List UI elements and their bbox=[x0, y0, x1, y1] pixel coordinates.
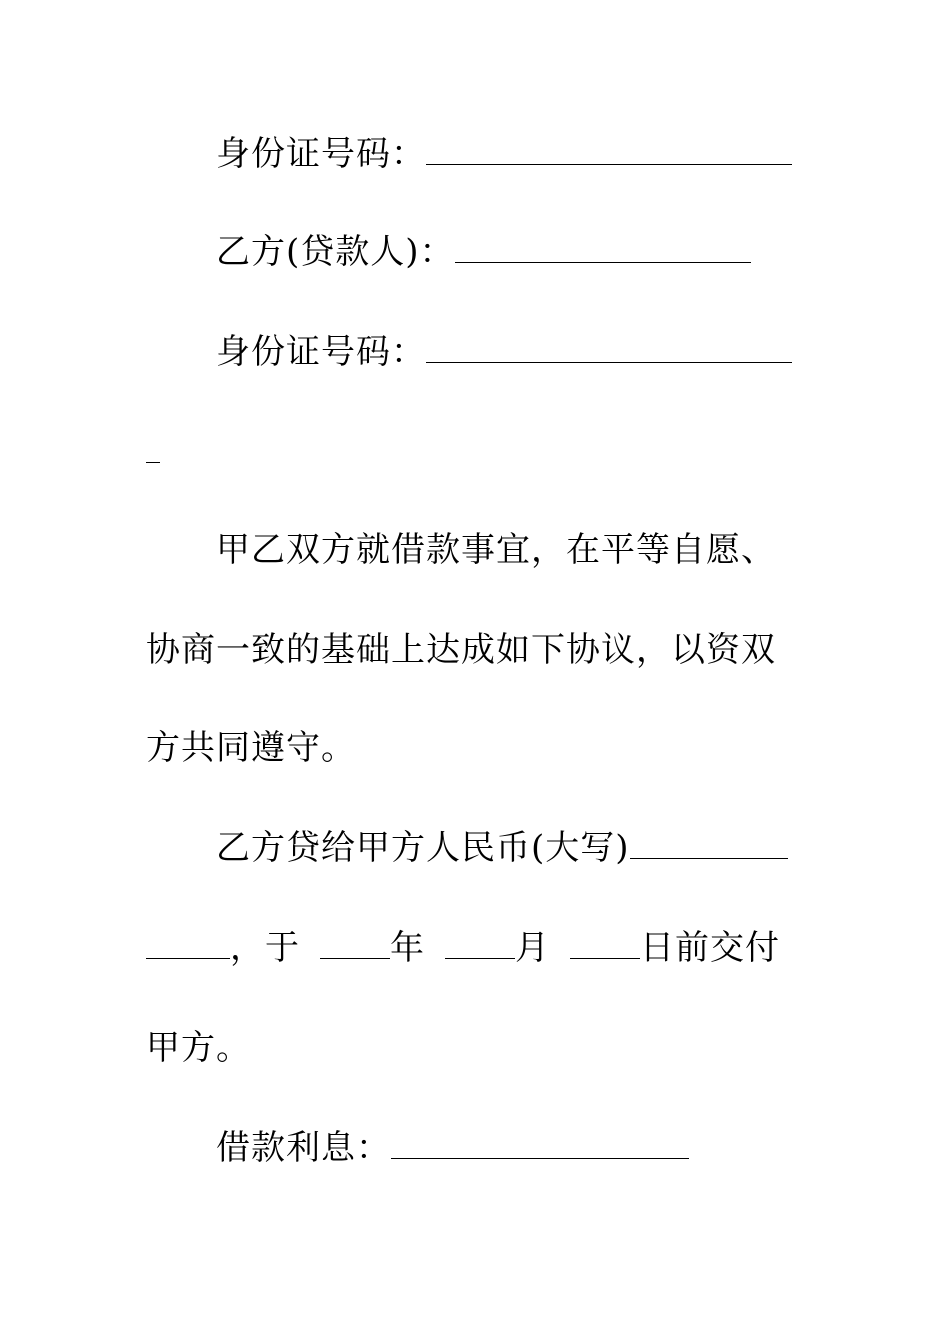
agreement-intro-line-3: 方共同遵守。 bbox=[146, 728, 356, 768]
day-label: 日前交付 bbox=[640, 928, 780, 968]
loan-amount-blank[interactable] bbox=[630, 828, 788, 859]
loan-amount-line-1 bbox=[216, 828, 788, 868]
id-number-line-1 bbox=[216, 134, 792, 174]
delivery-prefix: ，于 bbox=[230, 928, 300, 968]
party-b-blank[interactable] bbox=[455, 232, 751, 263]
id-number-blank-tail bbox=[146, 432, 160, 463]
loan-amount-blank-tail[interactable] bbox=[146, 928, 230, 959]
interest-line bbox=[216, 1128, 689, 1168]
id-number-blank[interactable] bbox=[426, 134, 792, 165]
loan-amount-label: 乙方贷给甲方人民币(大写) bbox=[216, 828, 630, 868]
month-label: 月 bbox=[515, 928, 550, 968]
loan-amount-line-2 bbox=[146, 928, 780, 968]
party-b-label: 乙方(贷款人)： bbox=[216, 232, 455, 272]
loan-amount-line-3: 甲方。 bbox=[146, 1028, 251, 1068]
year-label: 年 bbox=[390, 928, 425, 968]
id-number-line-2 bbox=[216, 332, 792, 372]
month-blank[interactable] bbox=[445, 928, 515, 959]
agreement-intro-line-1: 甲乙双方就借款事宜，在平等自愿、 bbox=[216, 530, 776, 570]
day-blank[interactable] bbox=[570, 928, 640, 959]
id-number-label: 身份证号码： bbox=[216, 134, 426, 174]
id-number-label-2: 身份证号码： bbox=[216, 332, 426, 372]
interest-blank[interactable] bbox=[391, 1128, 689, 1159]
year-blank[interactable] bbox=[320, 928, 390, 959]
interest-label: 借款利息： bbox=[216, 1128, 391, 1168]
id-number-blank-continuation bbox=[146, 432, 160, 472]
agreement-intro-line-2: 协商一致的基础上达成如下协议，以资双 bbox=[146, 630, 776, 670]
party-b-line bbox=[216, 232, 751, 272]
id-number-blank-2[interactable] bbox=[426, 332, 792, 363]
